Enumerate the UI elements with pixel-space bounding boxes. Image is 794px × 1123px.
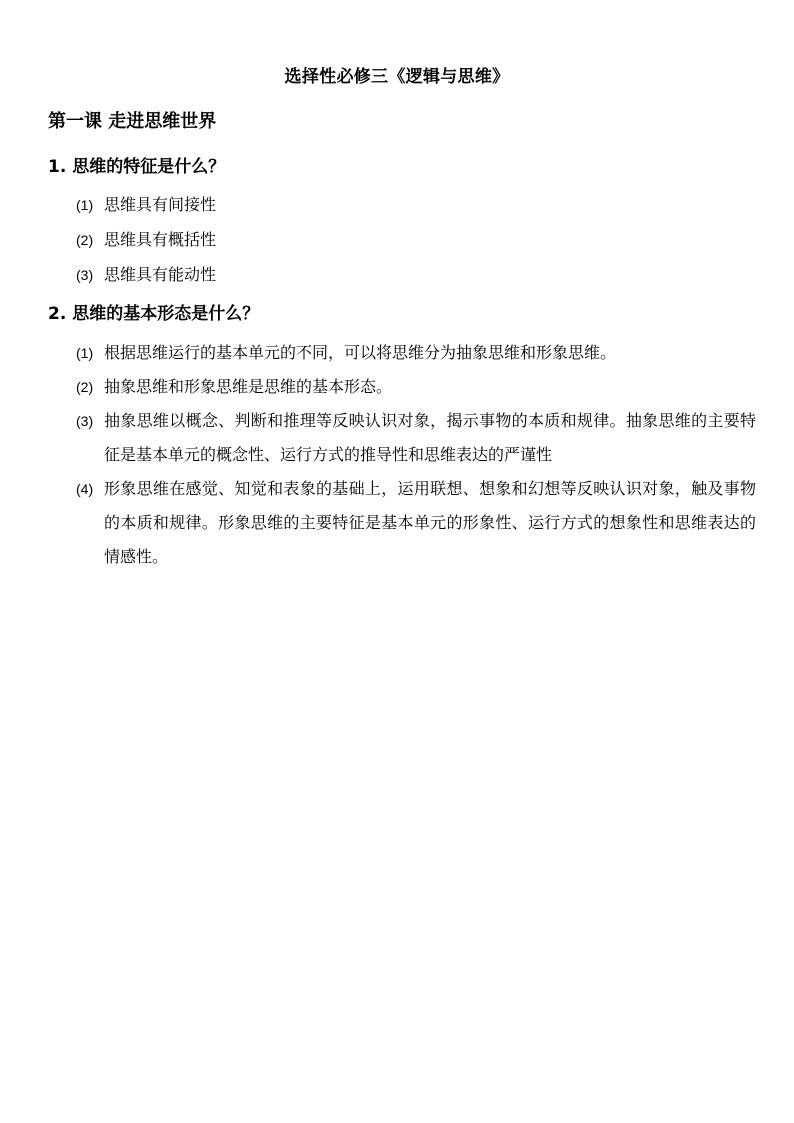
lesson-heading: 第一课 走进思维世界 <box>48 111 217 132</box>
list-item <box>76 404 756 472</box>
item-number: (3) <box>76 267 94 283</box>
item-number: (1) <box>76 197 94 213</box>
list-item <box>76 336 756 370</box>
list-item <box>76 370 756 404</box>
item-text: 思维具有能动性 <box>104 265 217 284</box>
item-number: (1) <box>76 345 94 361</box>
list-item <box>76 188 756 222</box>
question-heading-1: 1. 思维的特征是什么？ <box>48 157 226 177</box>
item-number: (2) <box>76 232 94 248</box>
list-item <box>76 258 756 292</box>
list-item <box>76 472 756 574</box>
list-item <box>76 223 756 257</box>
answer-list-1 <box>76 188 756 293</box>
item-number: (2) <box>76 379 94 395</box>
item-number: (4) <box>76 481 94 497</box>
answer-list-2 <box>76 336 756 574</box>
document-title: 选择性必修三《逻辑与思维》 <box>284 67 510 87</box>
item-text: 思维具有间接性 <box>104 195 217 214</box>
item-text: 思维具有概括性 <box>104 230 217 249</box>
question-heading-2: 2. 思维的基本形态是什么？ <box>48 304 260 324</box>
item-text: 根据思维运行的基本单元的不同，可以将思维分为抽象思维和形象思维。 <box>104 343 617 362</box>
item-text: 抽象思维和形象思维是思维的基本形态。 <box>104 377 393 396</box>
item-number: (3) <box>76 413 94 429</box>
item-text: 形象思维在感觉、知觉和表象的基础上，运用联想、想象和幻想等反映认识对象，触及事物的本质和规律。形象思维的主要特征是基本单元的形象性、运行方式的想象性和思维表达的情感性。 <box>104 479 756 566</box>
item-text: 抽象思维以概念、判断和推理等反映认识对象，揭示事物的本质和规律。抽象思维的主要特征是基本单元的概念性、运行方式的推导性和思维表达的严谨性 <box>104 411 756 464</box>
